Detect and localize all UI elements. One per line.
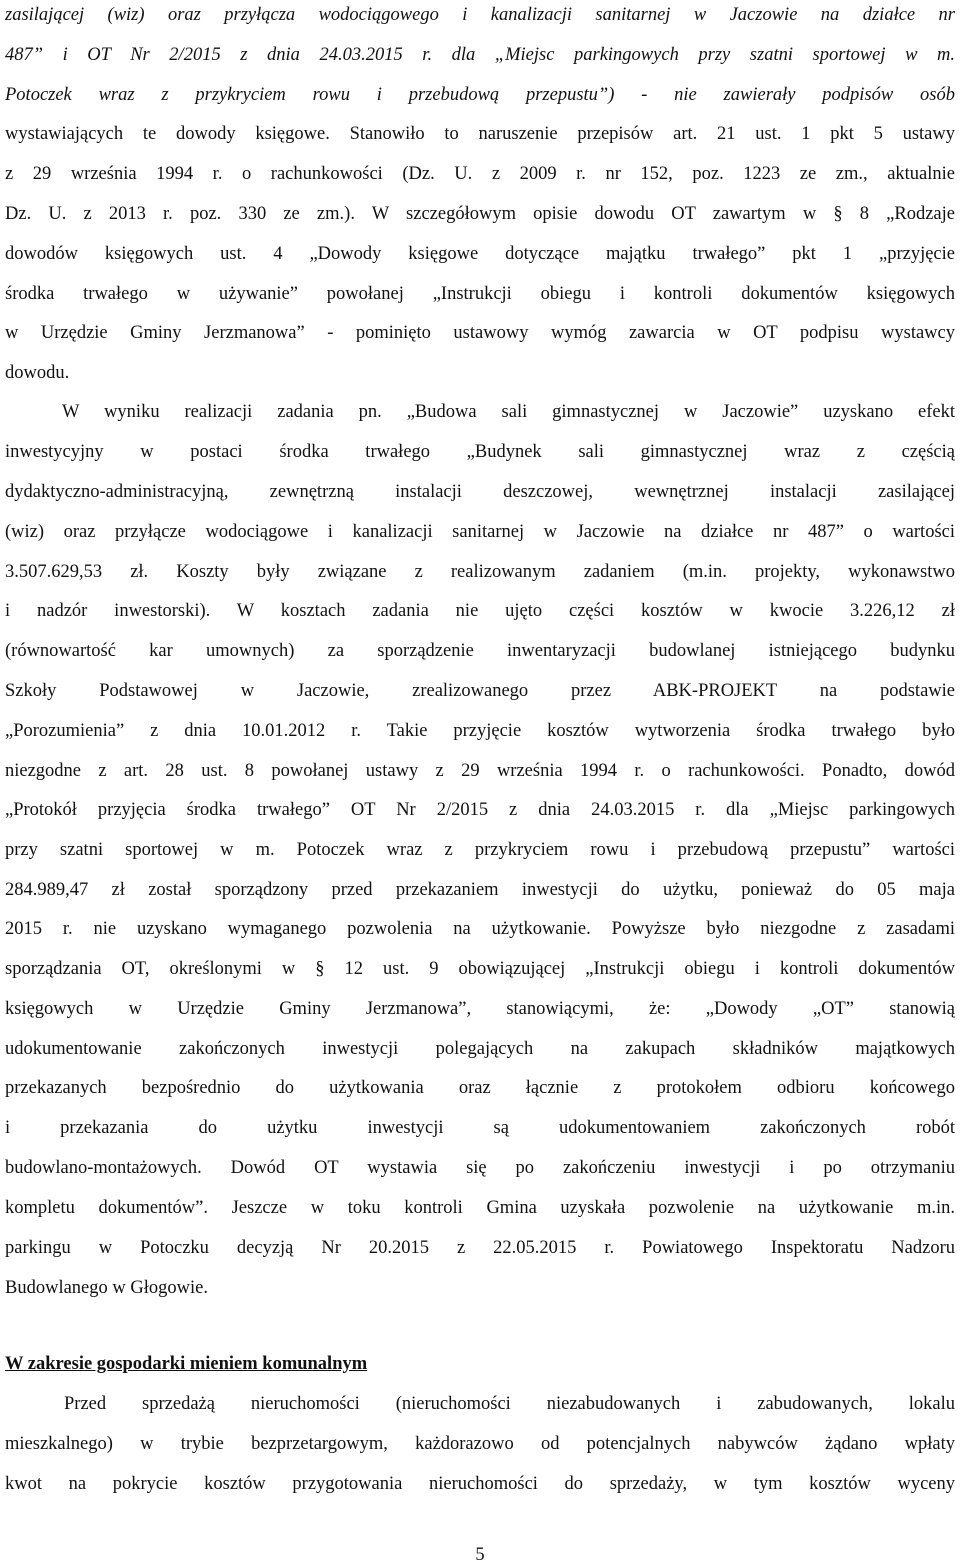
text-line: 284.989,47 zł został sporządzony przed przekazaniem inwestycji do użytku, ponieważ do 05 maja	[5, 880, 955, 900]
text-line: dowodu.	[5, 363, 70, 383]
text-line: i nadzór inwestorski). W kosztach zadania nie ujęto części kosztów w kwocie 3.226,12 zł	[5, 601, 955, 621]
text-line: (wiz) oraz przyłącze wodociągowe i kanalizacji sanitarnej w Jaczowie na działce nr 487” o wartości	[5, 522, 955, 542]
text-line: kompletu dokumentów”. Jeszcze w toku kontroli Gmina uzyskała pozwolenie na użytkowanie m.in.	[5, 1198, 955, 1218]
text-line: przekazanych bezpośrednio do użytkowania oraz łącznie z protokołem odbioru końcowego	[5, 1078, 955, 1098]
text-line: sporządzania OT, określonymi w § 12 ust. 9 obowiązującej „Instrukcji obiegu i kontroli dokumentów	[5, 959, 955, 979]
text-line: w Urzędzie Gminy Jerzmanowa” - pominięto ustawowy wymóg zawarcia w OT podpisu wystawcy	[5, 323, 955, 343]
text-line: wystawiających te dowody księgowe. Stanowiło to naruszenie przepisów art. 21 ust. 1 pkt 5 ustawy	[5, 124, 955, 144]
page-number: 5	[475, 1545, 485, 1565]
text-line: mieszkalnego) w trybie bezprzetargowym, każdorazowo od potencjalnych nabywców żądano wpłaty	[5, 1434, 955, 1454]
text-line: Dz. U. z 2013 r. poz. 330 ze zm.). W szczegółowym opisie dowodu OT zawartym w § 8 „Rodzaje	[5, 204, 955, 224]
text-line: udokumentowanie zakończonych inwestycji polegających na zakupach składników majątkowych	[5, 1039, 955, 1059]
text-line: Szkoły Podstawowej w Jaczowie, zrealizowanego przez ABK-PROJEKT na podstawie	[5, 681, 955, 701]
text-line: i przekazania do użytku inwestycji są udokumentowaniem zakończonych robót	[5, 1118, 955, 1138]
text-line: parkingu w Potoczku decyzją Nr 20.2015 z 22.05.2015 r. Powiatowego Inspektoratu Nadzoru	[5, 1238, 955, 1258]
text-line: kwot na pokrycie kosztów przygotowania nieruchomości do sprzedaży, w tym kosztów wyceny	[5, 1474, 955, 1494]
text-line: przy szatni sportowej w m. Potoczek wraz z przykryciem rowu i przebudową przepustu” wartości	[5, 840, 955, 860]
text-line: Budowlanego w Głogowie.	[5, 1278, 208, 1298]
text-line: 3.507.629,53 zł. Koszty były związane z realizowanym zadaniem (m.in. projekty, wykonawstwo	[5, 562, 955, 582]
text-line: 2015 r. nie uzyskano wymaganego pozwolenia na użytkowanie. Powyższe było niezgodne z zasadami	[5, 919, 955, 939]
text-line: Potoczek wraz z przykryciem rowu i przebudową przepustu”) - nie zawierały podpisów osób	[5, 85, 955, 105]
text-line: W wyniku realizacji zadania pn. „Budowa sali gimnastycznej w Jaczowie” uzyskano efekt	[62, 402, 955, 422]
text-line: zasilającej (wiz) oraz przyłącza wodociągowego i kanalizacji sanitarnej w Jaczowie na działce nr	[5, 5, 955, 25]
section-heading: W zakresie gospodarki mieniem komunalnym	[5, 1354, 368, 1374]
text-line: „Porozumienia” z dnia 10.01.2012 r. Takie przyjęcie kosztów wytworzenia środka trwałego było	[5, 721, 955, 741]
text-line: 487” i OT Nr 2/2015 z dnia 24.03.2015 r. dla „Miejsc parkingowych przy szatni sportowej w m.	[5, 45, 955, 65]
text-line: budowlano-montażowych. Dowód OT wystawia się po zakończeniu inwestycji i po otrzymaniu	[5, 1158, 955, 1178]
text-line: (równowartość kar umownych) za sporządzenie inwentaryzacji budowlanej istniejącego budynku	[5, 641, 955, 661]
text-line: z 29 września 1994 r. o rachunkowości (Dz. U. z 2009 r. nr 152, poz. 1223 ze zm., aktualnie	[5, 164, 955, 184]
text-line: „Protokół przyjęcia środka trwałego” OT Nr 2/2015 z dnia 24.03.2015 r. dla „Miejsc parkingowych	[5, 800, 955, 820]
text-line: dydaktyczno-administracyjną, zewnętrzną instalacji deszczowej, wewnętrznej instalacji zasilającej	[5, 482, 955, 502]
text-line: środka trwałego w używanie” powołanej „Instrukcji obiegu i kontroli dokumentów księgowych	[5, 284, 955, 304]
text-line: niezgodne z art. 28 ust. 8 powołanej ustawy z 29 września 1994 r. o rachunkowości. Ponadto, dowód	[5, 761, 955, 781]
text-line: dowodów księgowych ust. 4 „Dowody księgowe dotyczące majątku trwałego” pkt 1 „przyjęcie	[5, 244, 955, 264]
text-line: Przed sprzedażą nieruchomości (nieruchomości niezabudowanych i zabudowanych, lokalu	[64, 1394, 955, 1414]
text-line: inwestycyjny w postaci środka trwałego „Budynek sali gimnastycznej wraz z częścią	[5, 442, 955, 462]
text-line: księgowych w Urzędzie Gminy Jerzmanowa”, stanowiącymi, że: „Dowody „OT” stanowią	[5, 999, 955, 1019]
